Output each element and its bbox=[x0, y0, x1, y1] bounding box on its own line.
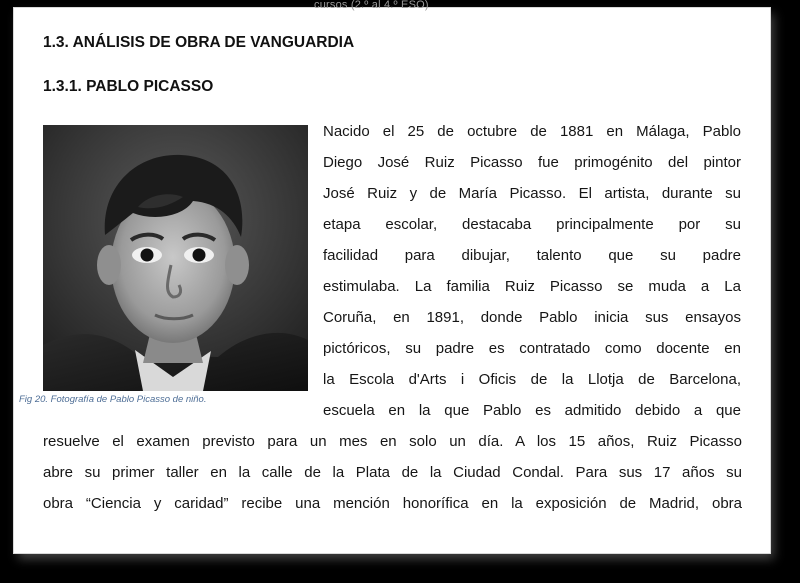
text-line: escuela en la que Pablo es admitido debido a que bbox=[323, 402, 741, 419]
text-line: pictóricos, su padre es contratado como docente en bbox=[323, 340, 741, 357]
text-line: José Ruiz y de María Picasso. El artista, durante su bbox=[323, 185, 741, 202]
text-line: estimulaba. La familia Ruiz Picasso se muda a La bbox=[323, 278, 741, 295]
text-line: Diego José Ruiz Picasso fue primogénito del pintor bbox=[323, 154, 741, 171]
text-line: facilidad para dibujar, talento que su padre bbox=[323, 247, 741, 264]
subsection-heading: 1.3.1. PABLO PICASSO bbox=[43, 78, 214, 95]
paragraph-full-width bbox=[43, 426, 742, 519]
section-heading: 1.3. ANÁLISIS DE OBRA DE VANGUARDIA bbox=[43, 34, 355, 51]
text-line: la Escola d'Arts i Oficis de la Llotja de Barcelona, bbox=[323, 371, 741, 388]
text-line: obra “Ciencia y caridad” recibe una mención honorífica en la exposición de Madrid, obra bbox=[43, 495, 742, 512]
text-line: abre su primer taller en la calle de la Plata de la Ciudad Condal. Para sus 17 años su bbox=[43, 464, 742, 481]
text-line: resuelve el examen previsto para un mes en solo un día. A los 15 años, Ruiz Picasso bbox=[43, 433, 742, 450]
child-portrait-photo bbox=[43, 125, 308, 391]
text-line: Nacido el 25 de octubre de 1881 en Málaga, Pablo bbox=[323, 123, 741, 140]
document-page bbox=[14, 0, 770, 553]
figure-picasso-photo bbox=[43, 125, 308, 391]
figure-caption: Fig 20. Fotografía de Pablo Picasso de niño. bbox=[19, 394, 207, 405]
cropped-header-text: cursos (2.º al 4.º ESO) bbox=[314, 0, 429, 11]
text-line: Coruña, en 1891, donde Pablo inicia sus ensayos bbox=[323, 309, 741, 326]
paragraph-beside-figure bbox=[323, 116, 741, 426]
text-line: etapa escolar, destacaba principalmente por su bbox=[323, 216, 741, 233]
